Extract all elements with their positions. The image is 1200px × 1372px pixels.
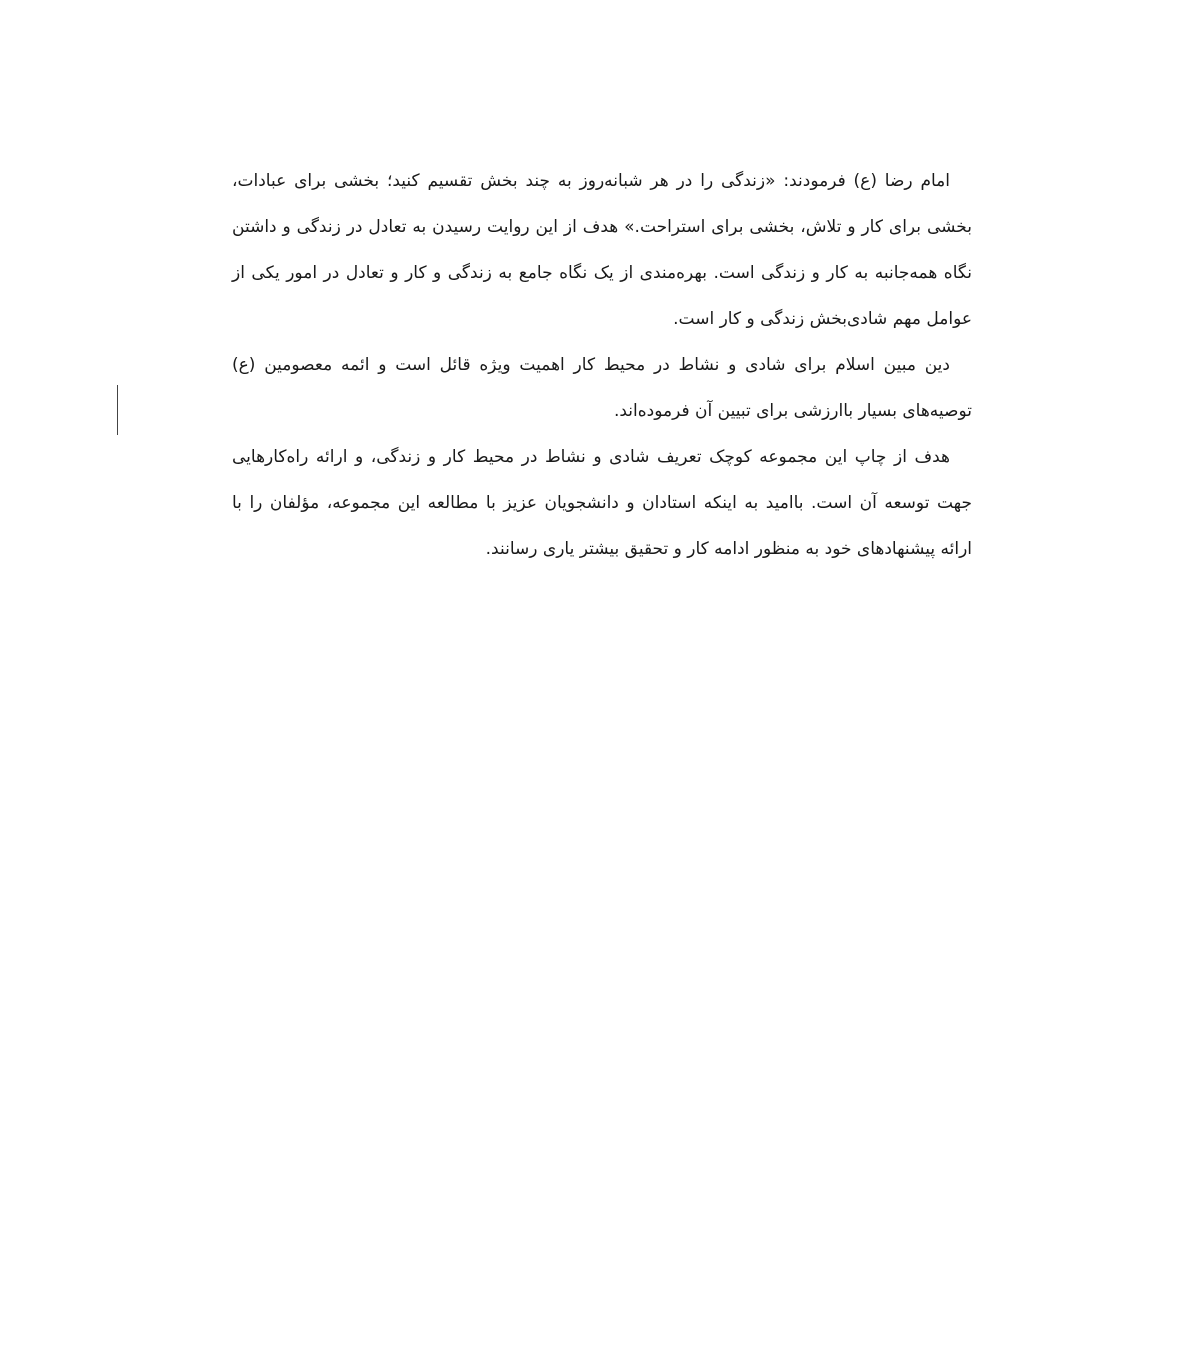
body-text: [232, 158, 972, 572]
margin-line-mark: [117, 385, 118, 435]
paragraph-3: هدف از چاپ این مجموعه کوچک تعریف شادی و نشاط در محیط کار و زندگی، و ارائه راه‌کارهایی جهت توسعه آن است. باامید به اینکه استادان و دانشجویان عزیز با مطالعه این مجموعه، مؤلفان را با ارائه پیشنهادهای خود به منظور ادامه کار و تحقیق بیشتر یاری رسانند.: [232, 447, 972, 559]
paragraph-1: امام رضا (ع) فرمودند: «زندگی را در هر شبانه‌روز به چند بخش تقسیم کنید؛ بخشی برای عبادات، بخشی برای کار و تلاش، بخشی برای استراحت.» هدف از این روایت رسیدن به تعادل در زندگی و داشتن نگاه همه‌جانبه به کار و زندگی است. بهره‌مندی از یک نگاه جامع به زندگی و کار و تعادل در امور یکی از عوامل مهم شادی‌بخش زندگی و کار است.: [232, 171, 972, 329]
paragraph-2: دین مبین اسلام برای شادی و نشاط در محیط کار اهمیت ویژه قائل است و ائمه معصومین (ع) توصیه‌های بسیار باارزشی برای تبیین آن فرموده‌اند.: [232, 355, 972, 421]
